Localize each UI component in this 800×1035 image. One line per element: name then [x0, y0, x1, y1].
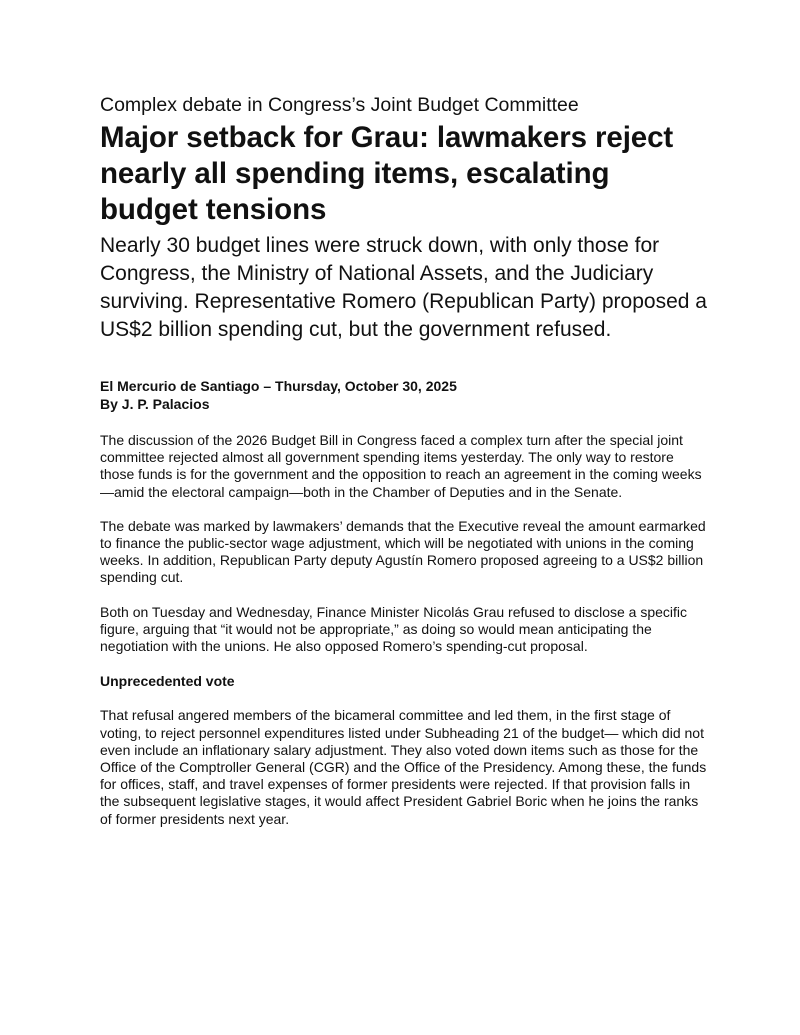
subheading: Unprecedented vote — [100, 673, 235, 690]
byline: By J. P. Palacios — [100, 396, 210, 412]
article-meta — [100, 377, 710, 413]
article-body — [100, 432, 710, 828]
paragraph: Both on Tuesday and Wednesday, Finance Minister Nicolás Grau refused to disclose a specific figure, arguing that “it would not be appropriate,” as doing so would mean anticipating the negotiation with the unions. He also opposed Romero’s spending-cut proposal. — [100, 603, 688, 655]
headline: Major setback for Grau: lawmakers reject nearly all spending items, escalating budget tensions — [100, 121, 674, 226]
dateline: El Mercurio de Santiago – Thursday, October 30, 2025 — [100, 378, 457, 394]
paragraph: That refusal angered members of the bicameral committee and led them, in the first stage of voting, to reject personnel expenditures listed under Subheading 21 of the budget— which did not even include an inflationary salary adjustment. They also voted down items such as those for the Office of the Comptroller General (CGR) and the Office of the Presidency. Among these, the funds for offices, staff, and travel expenses of former presidents were rejected. If that provision falls in the subsequent legislative stages, it would affect President Gabriel Boric when he joins the ranks of former presidents next year. — [100, 707, 707, 827]
paragraph: The discussion of the 2026 Budget Bill in Congress faced a complex turn after the special joint committee rejected almost all government spending items yesterday. The only way to restore those funds is for the government and the opposition to reach an agreement in the coming weeks—amid the electoral campaign—both in the Chamber of Deputies and in the Senate. — [100, 432, 702, 500]
deck: Nearly 30 budget lines were struck down, with only those for Congress, the Ministry of National Assets, and the Judiciary surviving. Representative Romero (Republican Party) proposed a US$2 billion spending cut, but the government refused. — [100, 234, 707, 341]
kicker: Complex debate in Congress’s Joint Budget Committee — [100, 94, 579, 116]
paragraph: The debate was marked by lawmakers’ demands that the Executive reveal the amount earmarked to finance the public-sector wage adjustment, which will be negotiated with unions in the coming weeks. In addition, Republican Party deputy Agustín Romero proposed agreeing to a US$2 billion spending cut. — [100, 517, 706, 586]
article — [100, 93, 710, 828]
